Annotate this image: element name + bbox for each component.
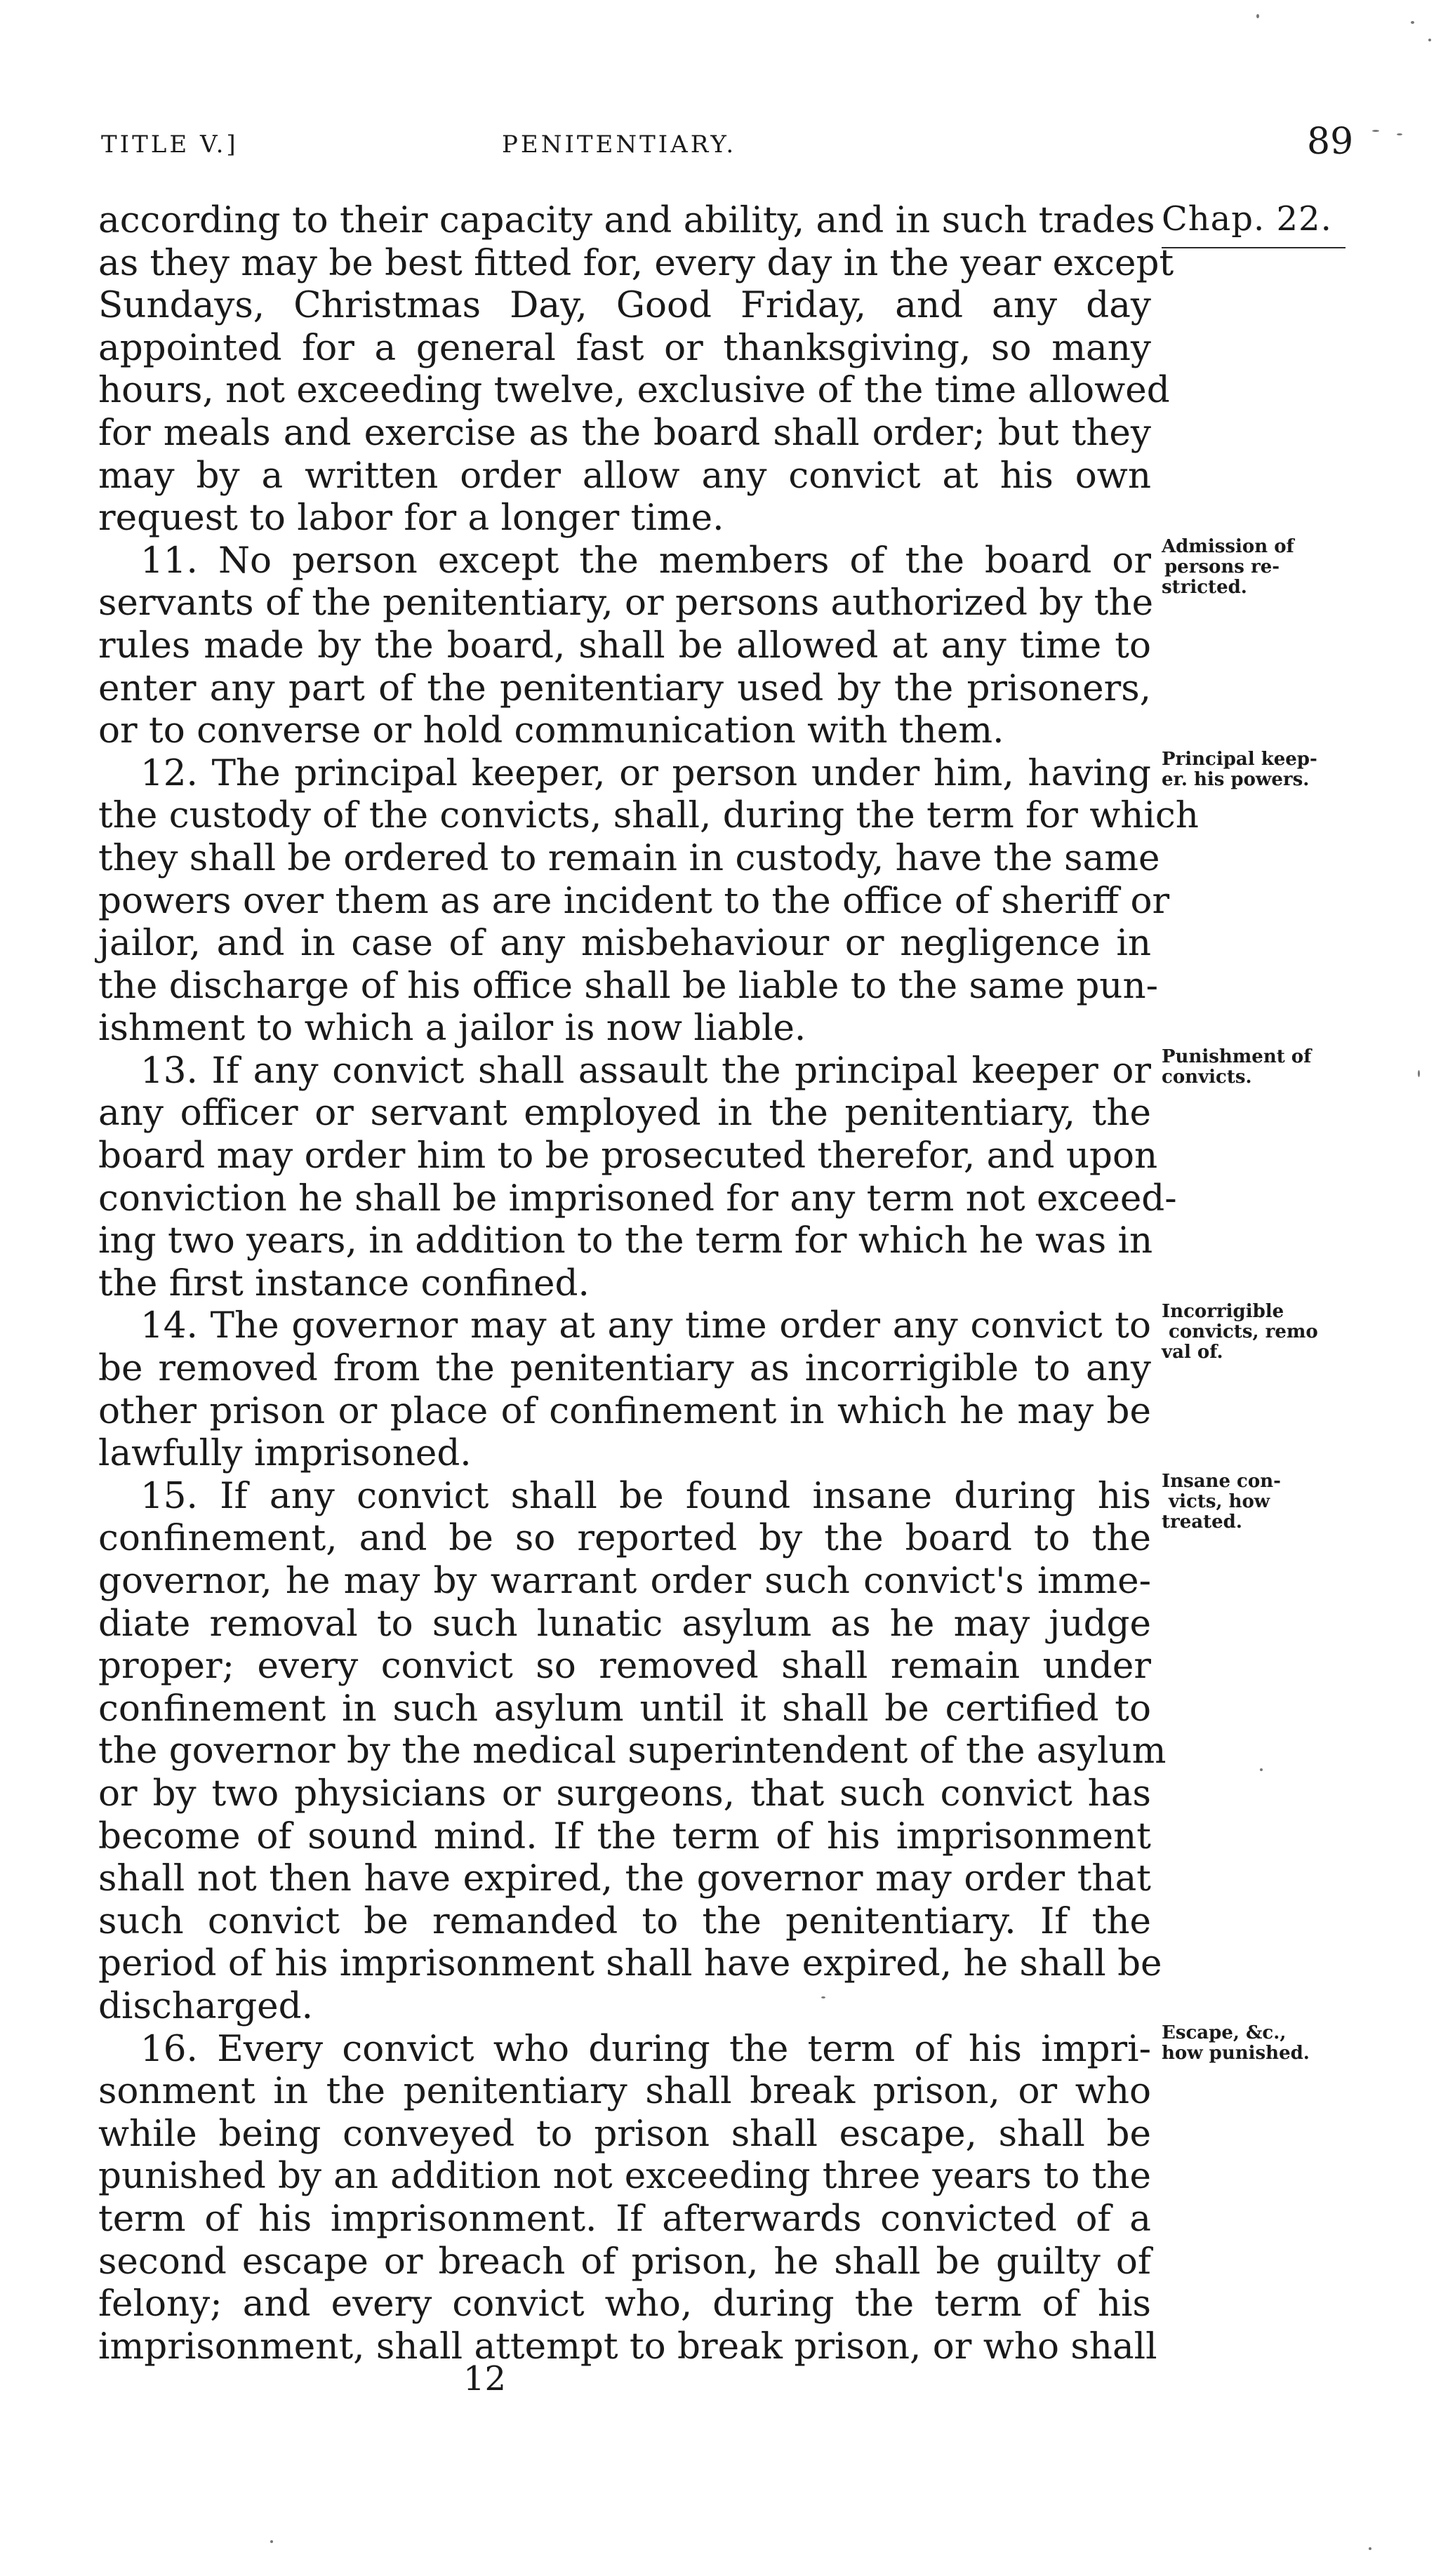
text-line: hours, not exceeding twelve, exclusive of the time allowed [98,369,1170,412]
section-15-start: 15. If any convict shall be found insane during his [140,1474,1151,1517]
scan-speck [1411,21,1414,24]
scan-speck [270,2540,273,2543]
text-line: period of his imprisonment shall have expired, he shall be [98,1942,1162,1985]
scan-speck [1369,2547,1371,2550]
margin-note-line: Admission of [1162,536,1294,557]
text-line: other prison or place of confinement in which he may be [98,1389,1151,1432]
margin-note-escape [1162,2023,1386,2064]
scan-speck [1418,1070,1420,1077]
margin-note-line: Principal keep- [1162,749,1317,770]
text-line: term of his imprisonment. If afterwards convicted of a [98,2197,1151,2240]
margin-note-line: stricted. [1162,577,1247,598]
text-line: while being conveyed to prison shall escape, shall be [98,2112,1151,2155]
text-line: such convict be remanded to the penitentiary. If the [98,1900,1151,1942]
margin-note-line: convicts, remo [1169,1321,1318,1342]
scan-speck [1260,1768,1263,1771]
scan-speck [1256,14,1259,18]
margin-note-line: convicts. [1162,1067,1252,1088]
text-line: request to labor for a longer time. [98,497,724,540]
section-16-start: 16. Every convict who during the term of his impri- [140,2027,1151,2070]
signature-mark: 12 [463,2359,507,2398]
text-line: imprisonment, shall attempt to break prison, or who shall [98,2325,1157,2368]
text-line: any officer or servant employed in the penitentiary, the [98,1092,1151,1135]
margin-note-line: er. his powers. [1162,769,1310,790]
margin-note-punishment [1162,1047,1386,1088]
text-line: be removed from the penitentiary as incorrigible to any [98,1347,1151,1390]
text-line: the discharge of his office shall be liable to the same pun- [98,964,1159,1007]
text-line: according to their capacity and ability, and in such trades [98,199,1155,241]
text-line: for meals and exercise as the board shall order; but they [98,411,1151,454]
scan-speck [1372,130,1379,132]
text-line: ing two years, in addition to the term for which he was in [98,1220,1153,1262]
text-line: diate removal to such lunatic asylum as he may judge [98,1602,1151,1645]
text-line: second escape or breach of prison, he shall be guilty of [98,2240,1151,2283]
chapter-label: Chap. 22. [1162,199,1332,239]
margin-note-line: persons re- [1164,556,1280,578]
text-line: shall not then have expired, the governor may order that [98,1857,1151,1900]
margin-note-line: Incorrigible [1162,1301,1284,1322]
chapter-rule [1162,247,1346,248]
margin-note-line: val of. [1162,1342,1223,1363]
section-12-start: 12. The principal keeper, or person under him, having [140,752,1151,794]
scan-speck [821,1996,825,1998]
text-line: enter any part of the penitentiary used by the prisoners, [98,667,1151,709]
margin-note-principal-keeper [1162,749,1386,790]
text-line: powers over them as are incident to the office of sheriff or [98,879,1170,922]
running-header [98,121,1354,170]
text-line: conviction he shall be imprisoned for any term not exceed- [98,1177,1177,1220]
section-11-start: 11. No person except the members of the board or [140,539,1151,582]
text-line: punished by an addition not exceeding three years to the [98,2155,1151,2198]
text-line: they shall be ordered to remain in custody, have the same [98,836,1160,879]
text-line: servants of the penitentiary, or persons authorized by the [98,582,1154,625]
scan-speck [1397,133,1402,135]
text-line: the governor by the medical superintendent of the asylum [98,1730,1167,1773]
text-line: become of sound mind. If the term of his imprisonment [98,1815,1151,1857]
margin-note-admission [1162,537,1386,598]
text-line: discharged. [98,1984,313,2027]
text-line: or to converse or hold communication with them. [98,709,1004,752]
scan-speck [1428,39,1431,41]
text-line: the first instance confined. [98,1262,590,1304]
text-line: the custody of the convicts, shall, during the term for which [98,794,1199,837]
header-title-left: TITLE V.] [101,131,239,159]
page-number: 89 [1307,121,1354,163]
section-13-start: 13. If any convict shall assault the principal keeper or [140,1049,1151,1092]
text-line: or by two physicians or surgeons, that such convict has [98,1772,1151,1815]
margin-note-line: Punishment of [1162,1046,1312,1067]
text-line: appointed for a general fast or thanksgiving, so many [98,326,1151,369]
text-line: confinement, and be so reported by the board to the [98,1517,1151,1560]
header-title-center: PENITENTIARY. [502,131,737,159]
text-line: board may order him to be prosecuted therefor, and upon [98,1135,1158,1177]
margin-note-line: how punished. [1162,2043,1310,2064]
text-line: felony; and every convict who, during the term of his [98,2283,1151,2325]
text-line: confinement in such asylum until it shall be certified to [98,1687,1151,1730]
margin-note-insane [1162,1471,1386,1533]
text-line: rules made by the board, shall be allowed at any time to [98,624,1151,667]
margin-note-line: Escape, &c., [1162,2022,1287,2043]
margin-note-line: victs, how [1169,1491,1270,1512]
section-14-start: 14. The governor may at any time order any convict to [140,1304,1151,1347]
text-line: governor, he may by warrant order such convict's imme- [98,1560,1151,1602]
text-line: Sundays, Christmas Day, Good Friday, and any day [98,284,1151,327]
text-line: may by a written order allow any convict at his own [98,454,1151,497]
text-line: proper; every convict so removed shall remain under [98,1645,1151,1688]
margin-note-incorrigible [1162,1302,1386,1363]
margin-note-line: Insane con- [1162,1471,1281,1492]
text-line: ishment to which a jailor is now liable. [98,1007,806,1050]
text-line: lawfully imprisoned. [98,1432,472,1475]
margin-note-line: treated. [1162,1511,1242,1533]
text-line: as they may be best fitted for, every day in the year except [98,241,1174,284]
text-line: jailor, and in case of any misbehaviour or negligence in [98,922,1151,965]
text-line: sonment in the penitentiary shall break prison, or who [98,2070,1151,2113]
